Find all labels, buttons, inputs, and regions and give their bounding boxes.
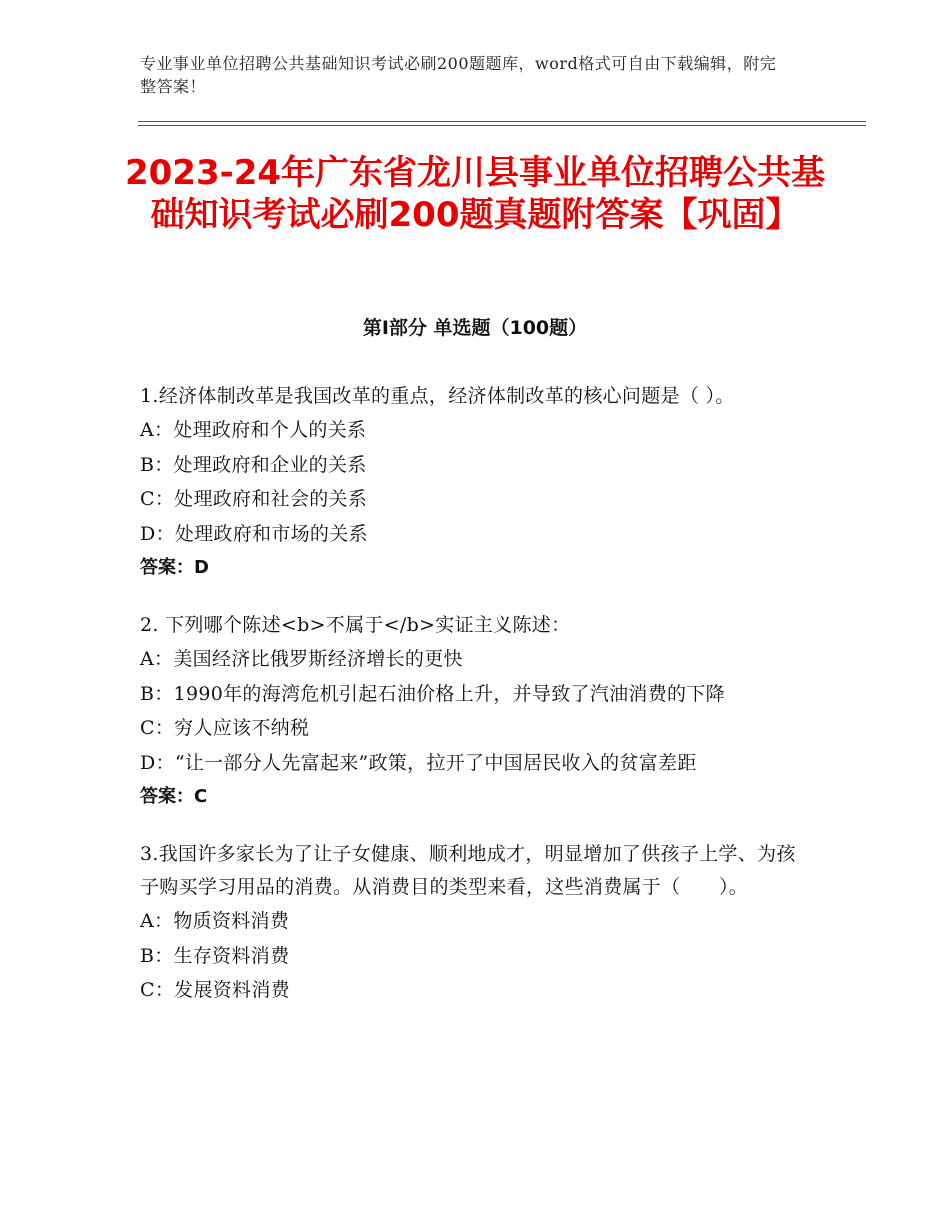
question-1	[140, 380, 800, 585]
header-note: 专业事业单位招聘公共基础知识考试必刷200题题库，word格式可自由下载编辑，附完整答案！	[140, 54, 777, 96]
option-b: B：生存资料消费	[140, 944, 290, 967]
document-title: 2023-24年广东省龙川县事业单位招聘公共基础知识考试必刷200题真题附答案【巩固】	[124, 153, 826, 235]
option-c: C：穷人应该不纳税	[140, 717, 310, 739]
section-heading: 第I部分 单选题（100题）	[362, 317, 588, 339]
option-a: A：处理政府和个人的关系	[140, 419, 367, 441]
question-3	[140, 838, 800, 1008]
option-a: A：美国经济比俄罗斯经济增长的更快	[140, 648, 463, 670]
question-list	[140, 380, 800, 1032]
option-c: C：处理政府和社会的关系	[140, 488, 368, 510]
question-text: 1.经济体制改革是我国改革的重点，经济体制改革的核心问题是（ ）。	[140, 385, 735, 407]
header-rule-bottom	[138, 125, 866, 126]
question-text: 3.我国许多家长为了让子女健康、顺利地成才，明显增加了供孩子上学、为孩子购买学习用品的消费。从消费目的类型来看，这些消费属于（ ）。	[140, 843, 796, 898]
question-text: 2. 下列哪个陈述<b>不属于</b>实证主义陈述：	[140, 614, 571, 636]
option-b: B：处理政府和企业的关系	[140, 453, 367, 476]
option-b: B：1990年的海湾危机引起石油价格上升，并导致了汽油消费的下降	[140, 682, 725, 705]
question-2	[140, 609, 800, 814]
option-a: A：物质资料消费	[140, 910, 290, 932]
header-rule-top	[138, 121, 866, 122]
answer: 答案：D	[140, 557, 209, 578]
option-d: D：“让一部分人先富起来”政策，拉开了中国居民收入的贫富差距	[140, 751, 697, 774]
answer: 答案：C	[140, 786, 208, 807]
option-c: C：发展资料消费	[140, 979, 290, 1001]
option-d: D：处理政府和市场的关系	[140, 522, 368, 545]
